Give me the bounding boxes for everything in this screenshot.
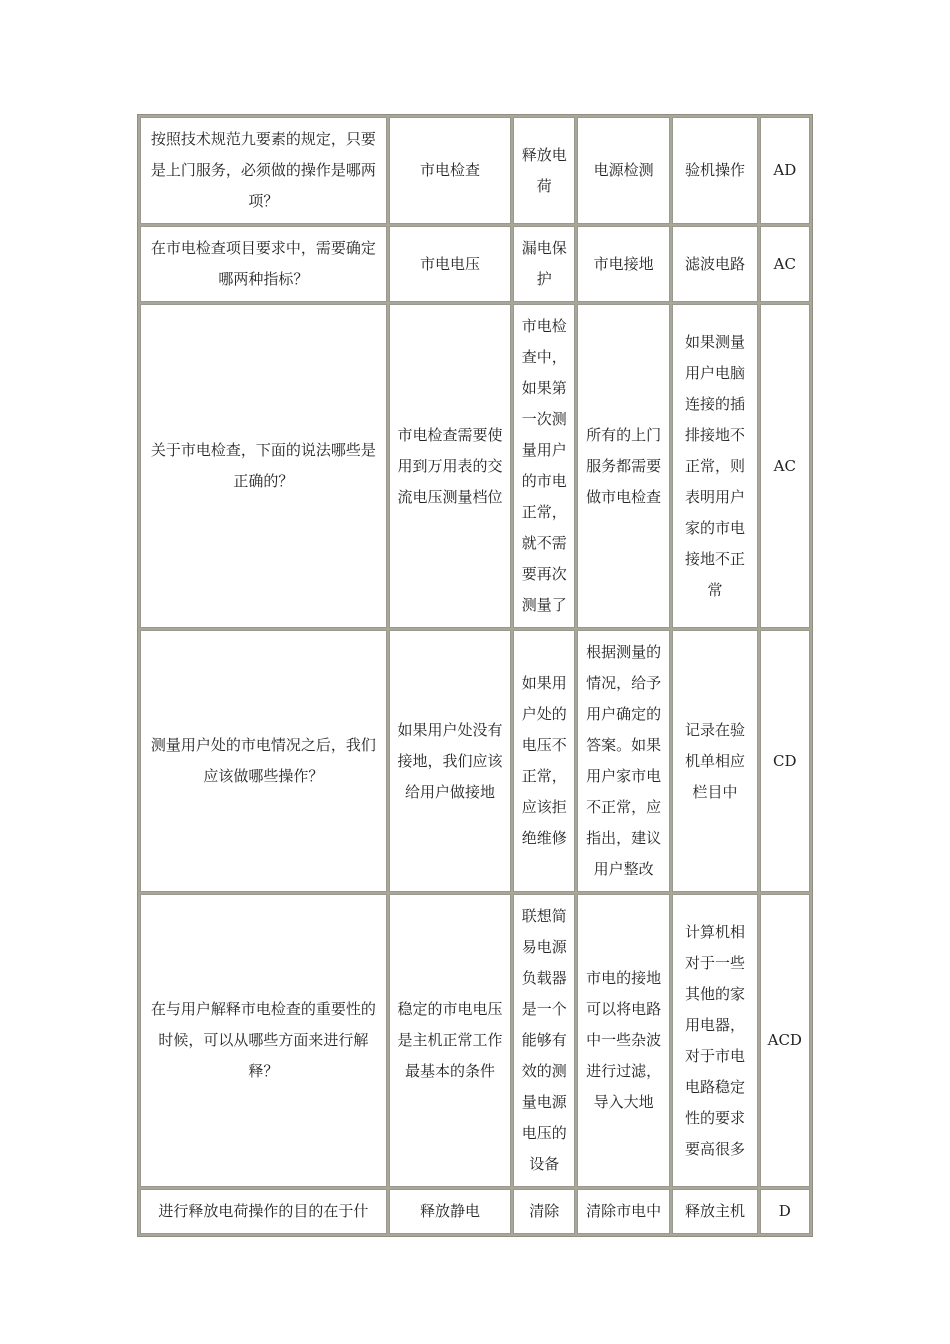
option-c-cell: 市电的接地可以将电路中一些杂波进行过滤，导入大地 [577, 894, 670, 1187]
option-b-cell: 联想简易电源负载器是一个能够有效的测量电源电压的设备 [513, 894, 575, 1187]
option-d-cell: 如果测量用户电脑连接的插排接地不正常，则表明用户家的市电接地不正常 [672, 304, 757, 628]
option-b-cell: 释放电荷 [513, 117, 575, 224]
question-cell: 测量用户处的市电情况之后，我们应该做哪些操作？ [140, 630, 387, 892]
option-d-cell: 滤波电路 [672, 226, 757, 302]
option-d-cell: 记录在验机单相应栏目中 [672, 630, 757, 892]
option-a-cell: 市电检查 [389, 117, 512, 224]
answer-cell: AC [760, 226, 810, 302]
option-b-cell: 市电检查中，如果第一次测量用户的市电正常，就不需要再次测量了 [513, 304, 575, 628]
question-table [137, 114, 813, 1237]
option-b-cell: 漏电保护 [513, 226, 575, 302]
question-cell: 进行释放电荷操作的目的在于什 [140, 1189, 387, 1234]
table-row [140, 894, 810, 1187]
answer-cell: AD [760, 117, 810, 224]
option-a-cell: 稳定的市电电压是主机正常工作最基本的条件 [389, 894, 512, 1187]
table-row [140, 630, 810, 892]
answer-cell: CD [760, 630, 810, 892]
option-d-cell: 计算机相对于一些其他的家用电器，对于市电电路稳定性的要求要高很多 [672, 894, 757, 1187]
option-c-cell: 所有的上门服务都需要做市电检查 [577, 304, 670, 628]
option-b-cell: 如果用户处的电压不正常，应该拒绝维修 [513, 630, 575, 892]
option-c-cell: 根据测量的情况，给予用户确定的答案。如果用户家市电不正常，应指出，建议用户整改 [577, 630, 670, 892]
table-row [140, 1189, 810, 1234]
table-row [140, 226, 810, 302]
option-a-cell: 如果用户处没有接地，我们应该给用户做接地 [389, 630, 512, 892]
option-c-cell: 清除市电中 [577, 1189, 670, 1234]
question-cell: 关于市电检查，下面的说法哪些是正确的？ [140, 304, 387, 628]
answer-cell: D [760, 1189, 810, 1234]
option-c-cell: 市电接地 [577, 226, 670, 302]
answer-cell: ACD [760, 894, 810, 1187]
question-cell: 按照技术规范九要素的规定，只要是上门服务，必须做的操作是哪两项？ [140, 117, 387, 224]
option-d-cell: 释放主机 [672, 1189, 757, 1234]
option-a-cell: 市电检查需要使用到万用表的交流电压测量档位 [389, 304, 512, 628]
answer-cell: AC [760, 304, 810, 628]
option-d-cell: 验机操作 [672, 117, 757, 224]
option-c-cell: 电源检测 [577, 117, 670, 224]
question-cell: 在市电检查项目要求中，需要确定哪两种指标？ [140, 226, 387, 302]
question-cell: 在与用户解释市电检查的重要性的时候，可以从哪些方面来进行解释？ [140, 894, 387, 1187]
option-a-cell: 市电电压 [389, 226, 512, 302]
table-row [140, 304, 810, 628]
option-a-cell: 释放静电 [389, 1189, 512, 1234]
option-b-cell: 清除 [513, 1189, 575, 1234]
table-row [140, 117, 810, 224]
